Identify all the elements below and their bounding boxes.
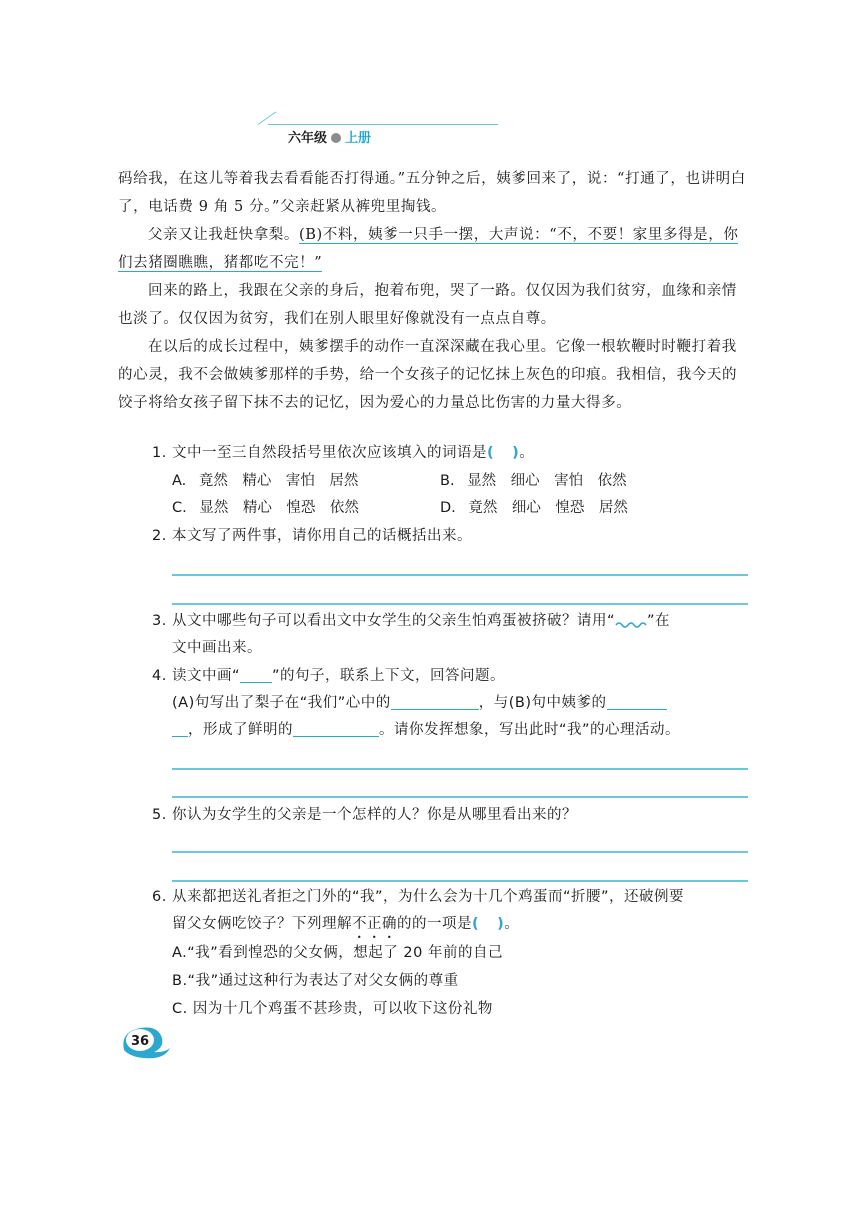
question-4: 4. 读文中画“ ”的句子，联系上下文，回答问题。 [152, 663, 752, 690]
option-a[interactable]: A. 竟然 精心 害怕 居然 [172, 473, 359, 489]
question-number: 1. [152, 445, 167, 461]
emphasis-char: 正 [367, 916, 382, 932]
paragraph-2-plain: 父亲又让我赶快拿梨。 [148, 227, 299, 243]
question-number: 4. [152, 668, 167, 684]
page-number-badge [118, 1020, 172, 1060]
answer-bracket[interactable]: ( ) [472, 916, 505, 932]
emphasis-char: 确 [382, 916, 397, 932]
question-4-part-2: ，与(B)句中姨爹的 [478, 695, 607, 711]
paragraph-3-text: 回来的路上，我跟在父亲的身后，抱着布兜，哭了一路。仅仅因为我们贫穷，血缘和亲情也淡了。仅仅因为贫穷，我们在别人眼里好像就没有一点点自尊。 [118, 283, 737, 327]
question-number: 3. [152, 613, 167, 629]
option-d[interactable]: D. 竟然 细心 惶恐 居然 [440, 500, 628, 516]
bullet-dot-icon [331, 133, 341, 143]
answer-line[interactable] [172, 603, 748, 605]
question-6: 6. 从来都把送礼者拒之门外的“我”，为什么会为十几个鸡蛋而“折腰”，还破例要 留父女俩吃饺子？下列理解不正确的的一项是( )。 [152, 884, 752, 938]
options-row-2 [172, 495, 708, 521]
options-row-1 [172, 468, 708, 494]
question-text: 文中一至三自然段括号里依次应该填入的词语是 [172, 445, 487, 461]
question-number: 6. [152, 889, 167, 905]
question-4-part-3: ，形成了鲜明的 [188, 722, 293, 738]
question-number: 5. [152, 807, 167, 823]
underlined-sentence-b: (B)不料，姨爹一只手一摆，大声说：“不，不要！家里多得是，你们去猪圈瞧瞧，猪都吃不完！” [118, 227, 739, 271]
fill-blank-2[interactable] [607, 694, 667, 710]
question-text: 本文写了两件事，请你用自己的话概括出来。 [172, 528, 472, 544]
question-3: 3. 从文中哪些句子可以看出文中女学生的父亲生怕鸡蛋被挤破？请用“ ”在 文中画出来。 [152, 608, 752, 662]
passage-paragraph-1: 码给我，在这儿等着我去看看能否打得通。”五分钟之后，姨爹回来了，说：“打通了，也讲明白了，电话费 9 角 5 分。”父亲赶紧从裤兜里掏钱。 [118, 171, 746, 215]
answer-bracket[interactable]: ( ) [487, 445, 520, 461]
answer-line[interactable] [172, 796, 748, 798]
header-volume: 上册 [345, 131, 372, 146]
question-2 [152, 523, 752, 550]
question-5 [152, 802, 752, 829]
question-text: 你认为女学生的父亲是一个怎样的人？你是从哪里看出来的？ [172, 807, 577, 823]
question-text: 从来都把送礼者拒之门外的“我”，为什么会为十几个鸡蛋而“折腰”，还破例要 [172, 889, 685, 905]
option-b[interactable]: B. 显然 细心 害怕 依然 [440, 473, 627, 489]
header-title [288, 127, 371, 146]
question-text-line2: 文中画出来。 [172, 640, 262, 656]
question-text-line2: 留父女俩吃饺子？下列理解 [172, 916, 352, 932]
option-c[interactable]: C. 因为十几个鸡蛋不甚珍贵，可以收下这份礼物 [172, 1001, 493, 1017]
running-header [258, 118, 498, 146]
fill-blank-2-cont[interactable] [172, 721, 188, 737]
question-text: 从文中哪些句子可以看出文中女学生的父亲生怕鸡蛋被挤破？请用“ [172, 613, 616, 629]
answer-line[interactable] [172, 574, 748, 576]
question-1: 1. 文中一至三自然段括号里依次应该填入的词语是( )。 [152, 440, 752, 467]
question-4-part-1: (A)句写出了梨子在“我们”心中的 [172, 695, 391, 711]
option-a[interactable]: A.“我”看到惶恐的父女俩，想起了 20 年前的自己 [172, 945, 503, 961]
question-4-body [172, 690, 752, 744]
passage-paragraph-2 [118, 221, 748, 277]
emphasis-char: 不 [352, 916, 367, 932]
answer-line[interactable] [172, 768, 748, 770]
answer-line[interactable] [172, 880, 748, 882]
fill-blank-3[interactable] [293, 721, 379, 737]
paragraph-4-text: 在以后的成长过程中，姨爹摆手的动作一直深深藏在我心里。它像一根软鞭时时鞭打着我的心灵，我不会做姨爹那样的手势，给一个女孩子的记忆抹上灰色的印痕。我相信，我今天的饺子将给女孩子留下抹不去的记忆，因为爱心的力量总比伤害的力量大得多。 [118, 339, 738, 411]
wavy-underline-icon [615, 614, 647, 628]
question-4-part-4: 。请你发挥想象，写出此时“我”的心理活动。 [379, 722, 681, 738]
question-6-options [172, 939, 752, 1023]
passage-paragraph-4 [118, 333, 748, 417]
option-c[interactable]: C. 显然 精心 惶恐 依然 [172, 500, 359, 516]
question-text: 读文中画“ [172, 668, 241, 684]
fill-blank-1[interactable] [391, 694, 479, 710]
header-slash-decoration [258, 111, 277, 124]
passage-paragraph-3 [118, 277, 748, 333]
question-number: 2. [152, 528, 167, 544]
page-number: 36 [130, 1034, 150, 1049]
header-rule [268, 124, 498, 125]
answer-line[interactable] [172, 851, 748, 853]
header-grade: 六年级 [288, 131, 328, 146]
straight-underline-sample [240, 667, 272, 683]
option-b[interactable]: B.“我”通过这种行为表达了对父女俩的尊重 [172, 973, 459, 989]
